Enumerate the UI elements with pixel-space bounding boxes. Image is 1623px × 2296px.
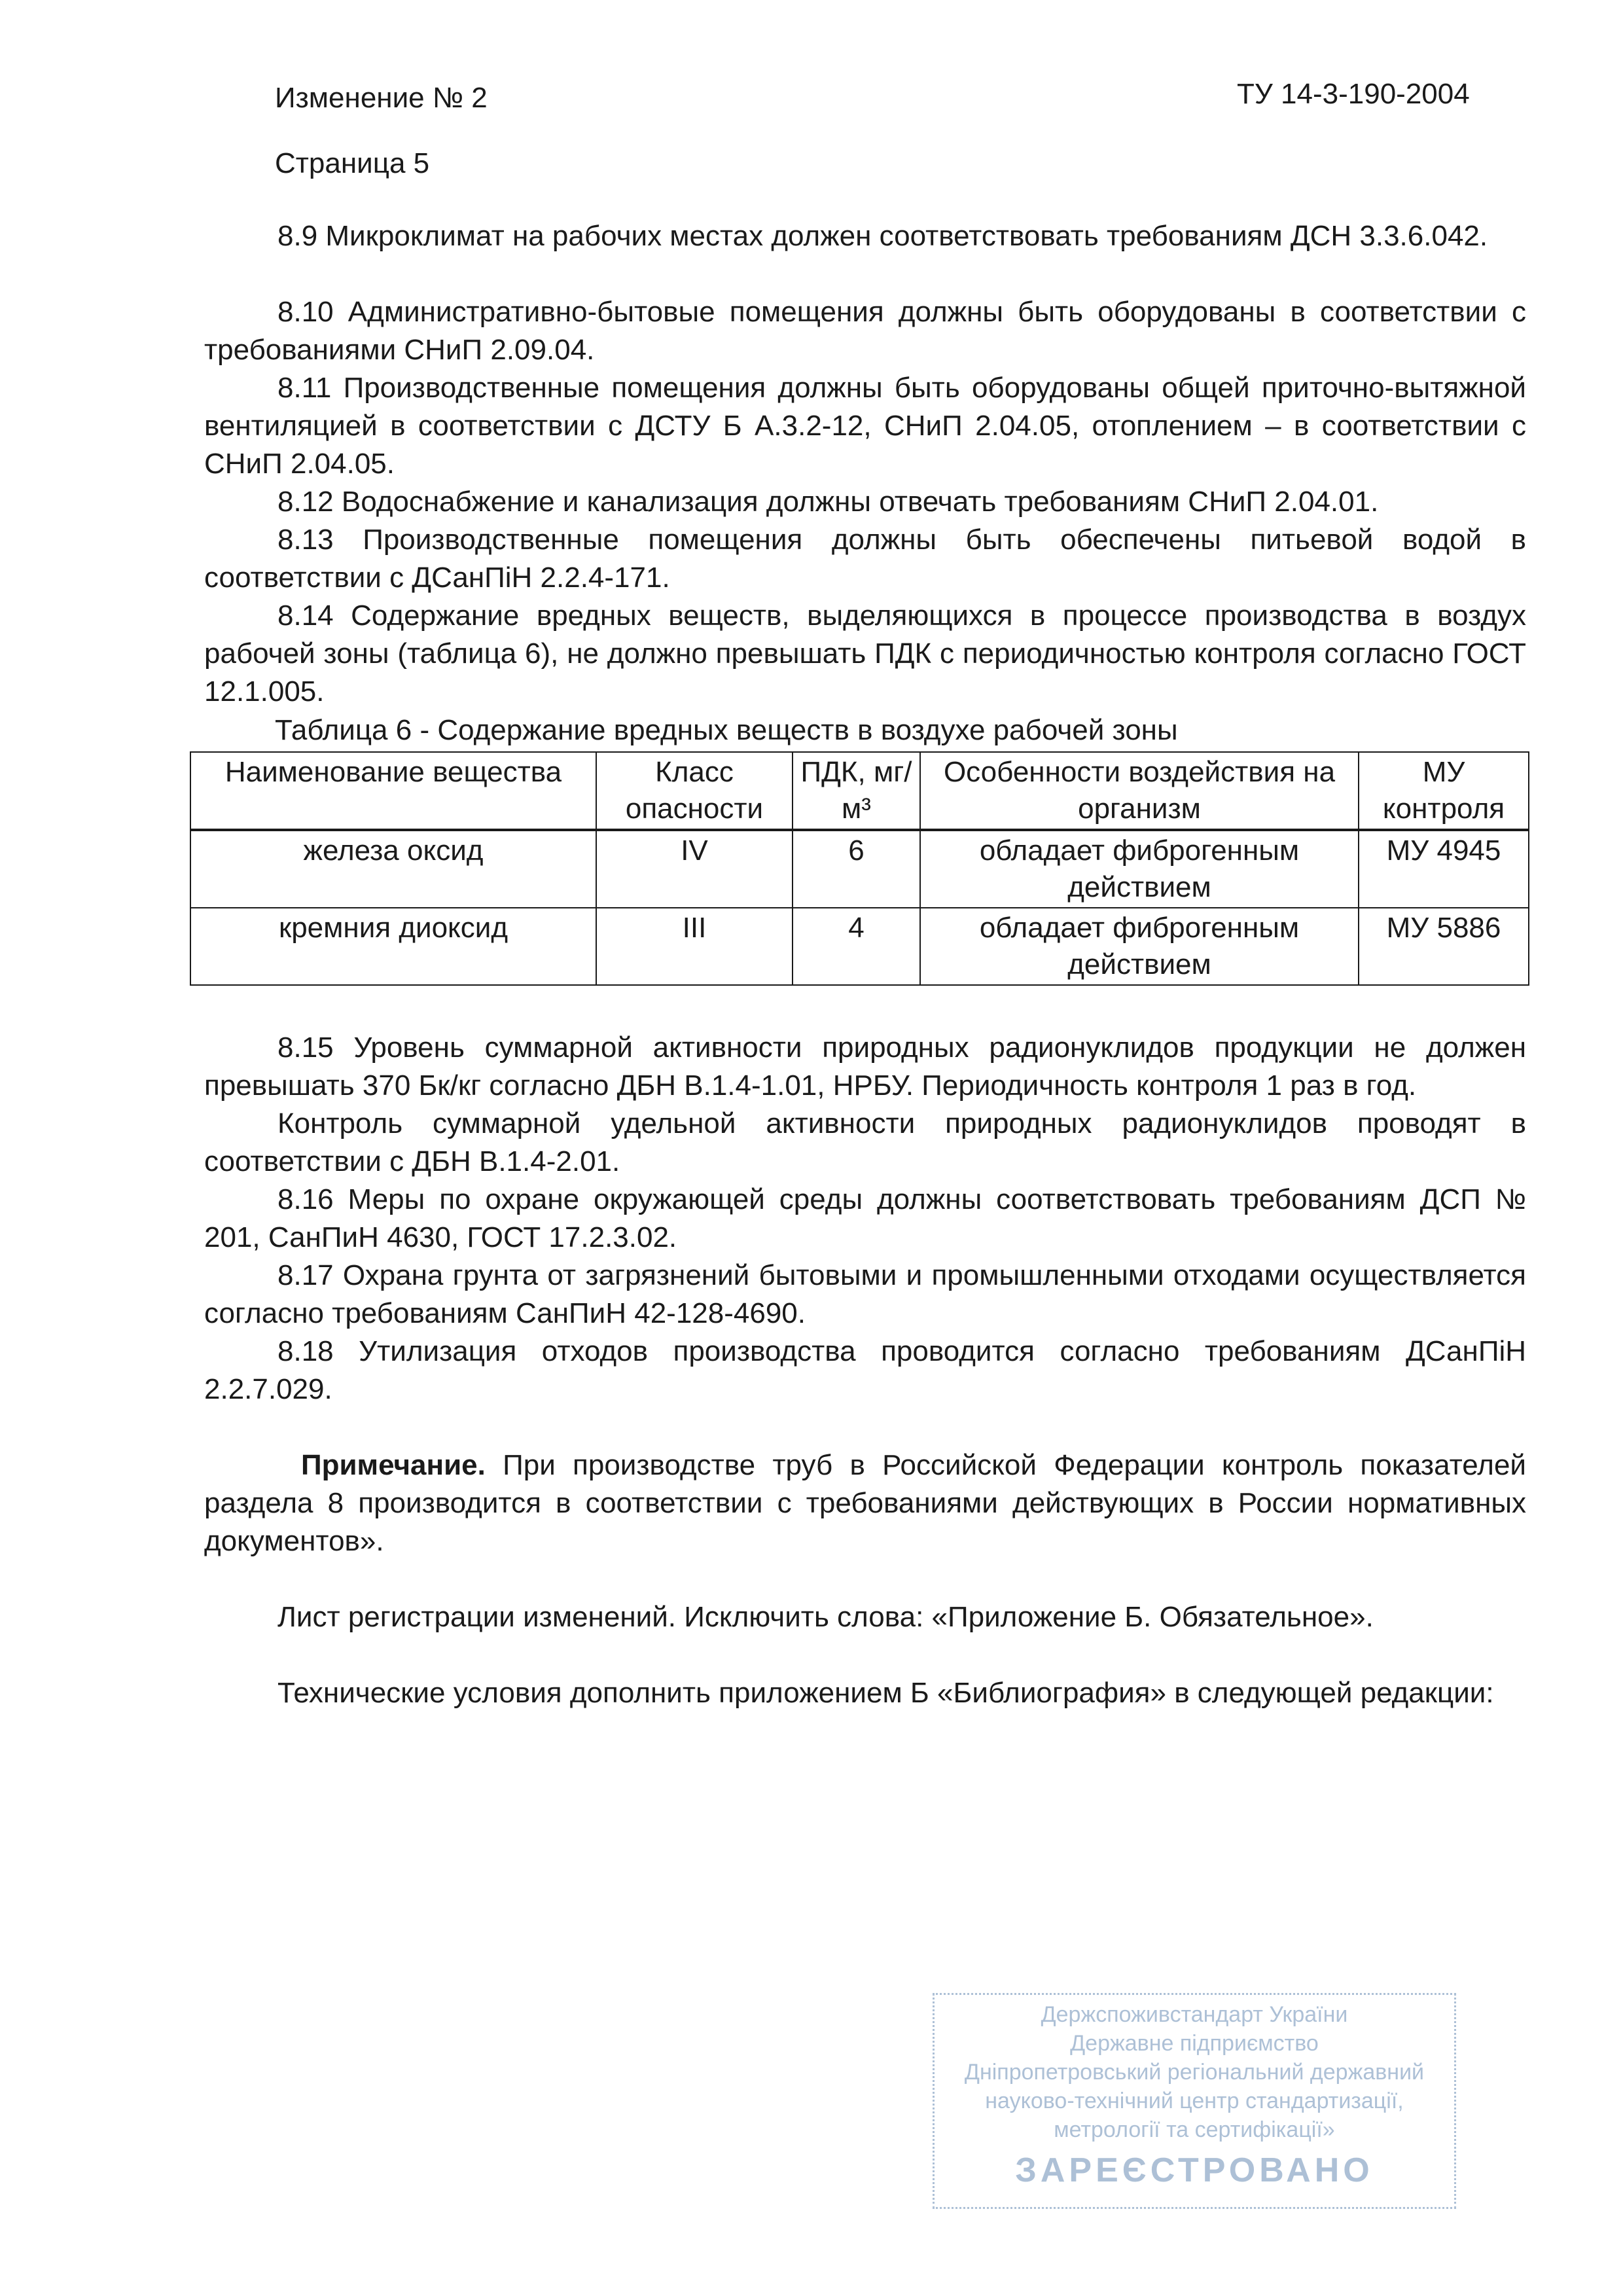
paragraph-control: Контроль суммарной удельной активности природных радионуклидов проводят в соответствии с ДБН В.1.4-2.01.	[204, 1107, 1526, 1177]
cell-pdk: 6	[793, 830, 920, 908]
stamp-line: науково-технічний центр стандартизації,	[985, 2089, 1404, 2113]
header-pdk: ПДК, мг/м³	[793, 752, 920, 830]
cell-substance: железа оксид	[190, 830, 596, 908]
header-effect: Особенности воздействия на организм	[920, 752, 1359, 830]
paragraph-8-11: 8.11 Производственные помещения должны быть оборудованы общей приточно-вытяжной вентиляцией в соответствии с ДСТУ Б А.3.2-12, СНиП 2.04.05, отоплением – в соответствии с СНиП 2.04.05.	[204, 372, 1526, 480]
note-label: Примечание.	[301, 1449, 486, 1481]
paragraph-8-15: 8.15 Уровень суммарной активности природных радионуклидов продукции не должен превышать 370 Бк/кг согласно ДБН В.1.4-1.01, НРБУ. Периодичность контроля 1 раз в год.	[204, 1031, 1526, 1102]
cell-mu: МУ 4945	[1359, 830, 1529, 908]
table-caption: Таблица 6 - Содержание вредных веществ в воздухе рабочей зоны	[275, 714, 1178, 746]
paragraph-8-12: 8.12 Водоснабжение и канализация должны отвечать требованиям СНиП 2.04.01.	[277, 486, 1379, 518]
change-number: Изменение № 2	[275, 82, 488, 114]
paragraph-8-14: 8.14 Содержание вредных веществ, выделяющихся в процессе производства в воздух рабочей зоны (таблица 6), не должно превышать ПДК с периодичностью контроля согласно ГОСТ 12.1.005.	[204, 600, 1526, 708]
header-substance: Наименование вещества	[190, 752, 596, 830]
note-paragraph	[204, 1446, 1526, 1560]
cell-effect: обладает фиброгенным действием	[920, 830, 1359, 908]
page-label: Страница 5	[275, 147, 430, 179]
paragraph-8-17: 8.17 Охрана грунта от загрязнений бытовыми и промышленными отходами осуществляется согласно требованиям СанПиН 42-128-4690.	[204, 1259, 1526, 1329]
cell-substance: кремния диоксид	[190, 908, 596, 985]
table-header-row	[190, 752, 1529, 830]
stamp-line: Держспоживстандарт України	[1041, 2002, 1348, 2027]
table-row	[190, 908, 1529, 985]
paragraph-8-9: 8.9 Микроклимат на рабочих местах должен соответствовать требованиям ДСН 3.3.6.042.	[277, 220, 1488, 252]
note-text: При производстве труб в Российской Федерации контроль показателей раздела 8 производится в соответствии с требованиями действующих в России нормативных документов».	[204, 1449, 1526, 1557]
stamp-registered: ЗАРЕЄСТРОВАНО	[1015, 2151, 1374, 2189]
paragraph-8-10: 8.10 Административно-бытовые помещения должны быть оборудованы в соответствии с требованиями СНиП 2.09.04.	[204, 296, 1526, 366]
cell-hazard-class: IV	[596, 830, 793, 908]
cell-mu: МУ 5886	[1359, 908, 1529, 985]
registration-sheet-paragraph: Лист регистрации изменений. Исключить слова: «Приложение Б. Обязательное».	[277, 1601, 1374, 1633]
registration-stamp	[933, 1993, 1456, 2209]
paragraph-8-16: 8.16 Меры по охране окружающей среды должны соответствовать требованиям ДСП № 201, СанПиН 4630, ГОСТ 17.2.3.02.	[204, 1183, 1526, 1253]
stamp-line: Дніпропетровський регіональний державний	[964, 2060, 1425, 2085]
stamp-line: Державне підприємство	[1070, 2031, 1319, 2056]
header-mu: МУ контроля	[1359, 752, 1529, 830]
table-6	[190, 751, 1529, 986]
doc-code: ТУ 14-3-190-2004	[1237, 78, 1470, 110]
header-hazard-class: Класс опасности	[596, 752, 793, 830]
cell-hazard-class: III	[596, 908, 793, 985]
paragraph-8-13: 8.13 Производственные помещения должны быть обеспечены питьевой водой в соответствии с ДСанПіН 2.2.4-171.	[204, 524, 1526, 594]
cell-effect: обладает фиброгенным действием	[920, 908, 1359, 985]
stamp-line: метрології та сертифікації»	[1054, 2117, 1335, 2142]
paragraph-8-18: 8.18 Утилизация отходов производства проводится согласно требованиям ДСанПіН 2.2.7.029.	[204, 1335, 1526, 1405]
cell-pdk: 4	[793, 908, 920, 985]
tech-conditions-paragraph: Технические условия дополнить приложением Б «Библиография» в следующей редакции:	[277, 1677, 1494, 1709]
table-row	[190, 830, 1529, 908]
